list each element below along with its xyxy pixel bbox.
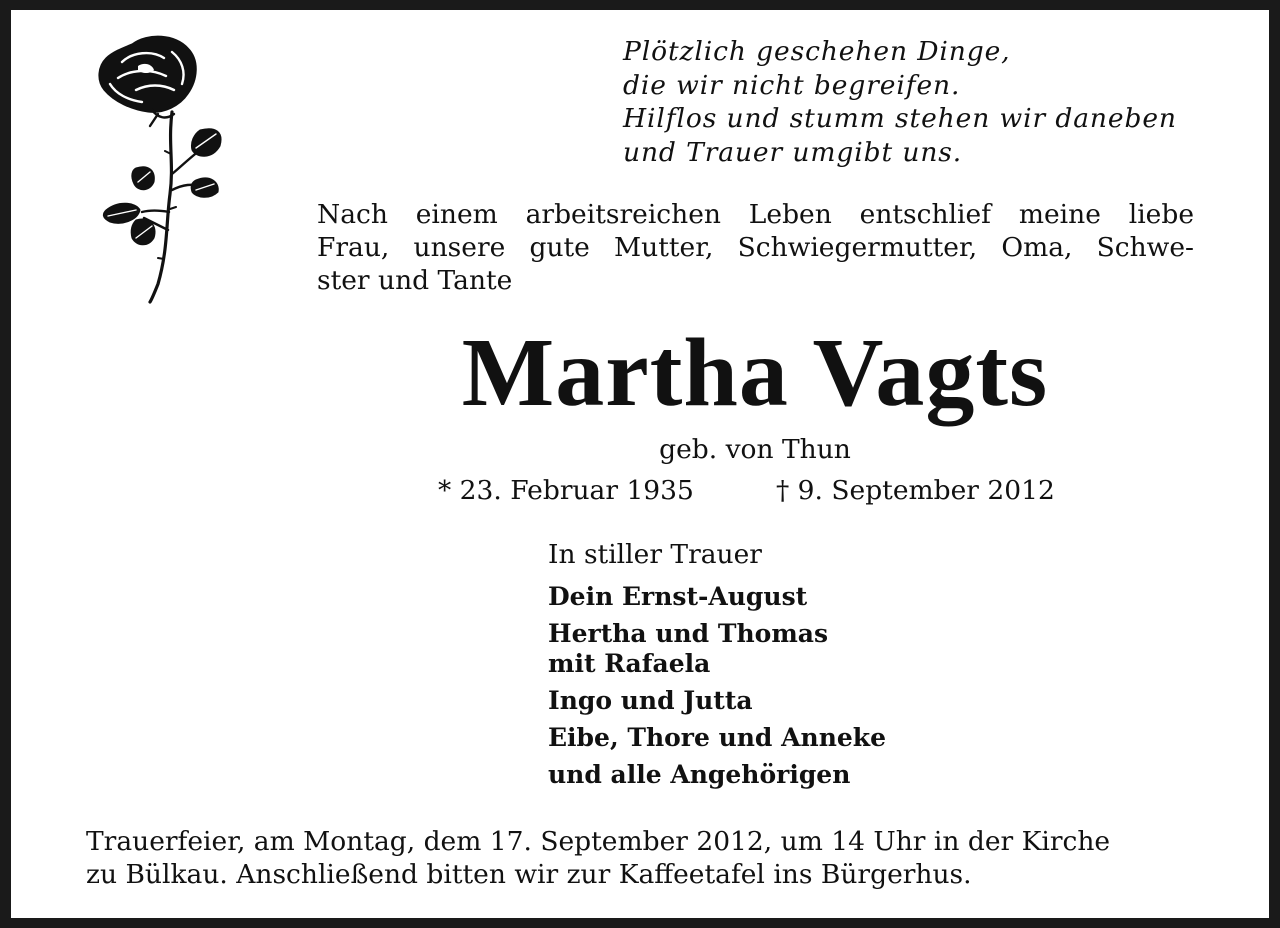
rose-icon (92, 34, 227, 306)
mourners-list (548, 582, 1048, 797)
mourner-entry (548, 686, 1048, 716)
mourner-entry (548, 723, 1048, 753)
mourner-line: Ingo und Jutta (548, 686, 753, 715)
deceased-name: Martha Vagts (461, 319, 1049, 427)
mourner-line: und alle Angehörigen (548, 760, 851, 789)
intro-line: Frau, unsere gute Mutter, Schwiegermutter, Oma, Schwe- (317, 232, 1194, 263)
service-info (86, 825, 1196, 891)
mourner-line: Dein Ernst-August (548, 582, 808, 611)
service-line: Trauerfeier, am Montag, dem 17. September 2012, um 14 Uhr in der Kirche (86, 826, 1111, 857)
maiden-name: geb. von Thun (659, 434, 851, 465)
mourning-label: In stiller Trauer (548, 539, 762, 570)
service-line: zu Bülkau. Anschließend bitten wir zur Kaffeetafel ins Bürgerhus. (86, 859, 972, 890)
mourner-line: mit Rafaela (548, 649, 711, 678)
intro-line: Nach einem arbeitsreichen Leben entschlief meine liebe (317, 199, 1194, 230)
death-date: † 9. September 2012 (776, 475, 1055, 506)
intro-line: ster und Tante (317, 265, 513, 296)
mourner-entry (548, 582, 1048, 612)
poem-line: und Trauer umgibt uns. (623, 136, 963, 168)
mourner-entry (548, 619, 1048, 679)
poem-line: Plötzlich geschehen Dinge, (623, 36, 1011, 67)
mourner-line: Hertha und Thomas (548, 619, 829, 648)
poem-line: Hilflos und stumm stehen wir daneben (623, 103, 1177, 134)
intro-text (317, 198, 1194, 297)
poem-line: die wir nicht begreifen. (623, 69, 961, 101)
mourner-line: Eibe, Thore und Anneke (548, 723, 887, 752)
mourner-entry (548, 760, 1048, 790)
birth-date: * 23. Februar 1935 (438, 475, 694, 506)
poem (623, 35, 1223, 169)
